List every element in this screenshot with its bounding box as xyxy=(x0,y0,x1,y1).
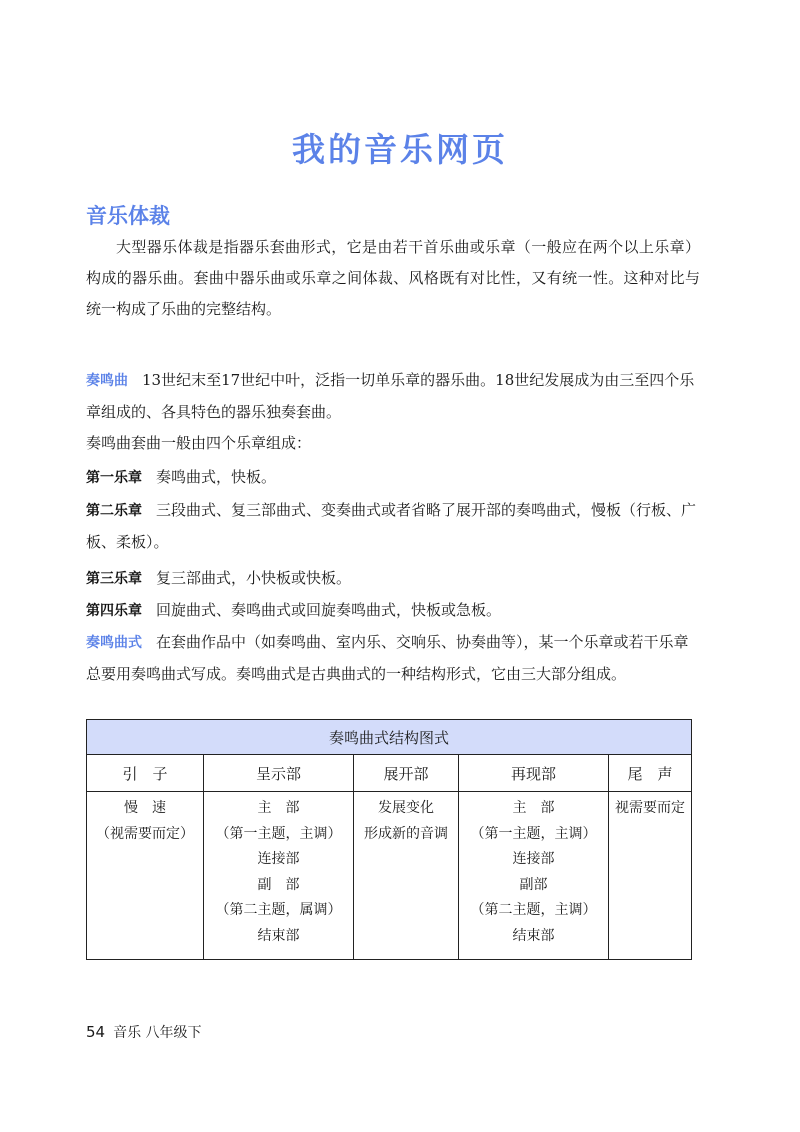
cell-recapitulation xyxy=(459,792,609,960)
movement-label: 第三乐章 xyxy=(86,571,142,587)
header-development: 展开部 xyxy=(354,755,459,792)
movement-text: 复三部曲式，小快板或快板。 xyxy=(156,569,352,587)
cell-line: 视需要而定 xyxy=(615,800,685,816)
sonata-form-term: 奏鸣曲式 xyxy=(86,635,142,651)
cell-line: 形成新的音调 xyxy=(364,825,448,842)
sonata-text: 13世纪末至17世纪中叶，泛指一切单乐章的器乐曲。18世纪发展成为由三至四个乐章组成的、各具特色的器乐独奏套曲。 xyxy=(86,371,695,421)
cell-line: 发展变化 xyxy=(378,800,434,816)
cell-introduction xyxy=(87,792,204,960)
header-introduction: 引 子 xyxy=(87,755,204,792)
cell-line: （第二主题，主调） xyxy=(470,902,597,918)
cell-development xyxy=(354,792,459,960)
cell-line: （第二主题，属调） xyxy=(215,902,342,918)
cell-line: 副部 xyxy=(519,876,548,893)
page-title: 我的音乐网页 xyxy=(292,130,508,169)
cell-line: 结束部 xyxy=(257,927,300,944)
intro-paragraph: 大型器乐体裁是指器乐套曲形式，它是由若干首乐曲或乐章（一般应在两个以上乐章）构成的器乐曲。套曲中器乐曲或乐章之间体裁、风格既有对比性，又有统一性。这种对比与统一构成了乐曲的完整结构。 xyxy=(86,238,700,318)
cell-line: （第一主题，主调） xyxy=(470,825,597,842)
cell-line: 副 部 xyxy=(257,876,300,893)
cell-line: （第一主题，主调） xyxy=(215,825,342,842)
cell-line: 连接部 xyxy=(257,851,300,867)
cell-line: 连接部 xyxy=(512,851,555,867)
cell-line: 结束部 xyxy=(512,927,555,944)
cell-line: （视需要而定） xyxy=(96,825,194,842)
cell-line: 主 部 xyxy=(512,800,555,816)
book-title: 音乐 八年级下 xyxy=(113,1025,202,1041)
sonata-term: 奏鸣曲 xyxy=(86,373,128,389)
page-footer xyxy=(86,1022,202,1042)
movement-text: 三段曲式、复三部曲式、变奏曲式或者省略了展开部的奏鸣曲式，慢板（行板、广板、柔板）。 xyxy=(86,501,697,551)
cell-line: 主 部 xyxy=(257,800,300,816)
cell-coda xyxy=(609,792,692,960)
movement-2 xyxy=(86,495,700,558)
header-coda: 尾 声 xyxy=(609,755,692,792)
movement-4 xyxy=(86,595,700,627)
movements-intro: 奏鸣曲套曲一般由四个乐章组成： xyxy=(86,434,312,452)
sonata-definition xyxy=(86,365,700,428)
page-number: 54 xyxy=(86,1023,106,1041)
sonata-form-text: 在套曲作品中（如奏鸣曲、室内乐、交响乐、协奏曲等），某一个乐章或若干乐章总要用奏鸣曲式写成。奏鸣曲式是古典曲式的一种结构形式，它由三大部分组成。 xyxy=(86,633,689,683)
header-recapitulation: 再现部 xyxy=(459,755,609,792)
cell-exposition xyxy=(204,792,354,960)
table-caption: 奏鸣曲式结构图式 xyxy=(87,720,692,755)
movement-label: 第一乐章 xyxy=(86,470,142,486)
sonata-form-structure-table xyxy=(86,719,692,960)
sonata-form-definition xyxy=(86,627,700,690)
movement-3 xyxy=(86,563,700,595)
section-heading: 音乐体裁 xyxy=(86,204,170,228)
movement-text: 回旋曲式、奏鸣曲式或回旋奏鸣曲式，快板或急板。 xyxy=(156,601,502,619)
movement-text: 奏鸣曲式，快板。 xyxy=(156,468,277,486)
movement-1 xyxy=(86,462,700,494)
header-exposition: 呈示部 xyxy=(204,755,354,792)
movement-label: 第二乐章 xyxy=(86,503,142,519)
movement-label: 第四乐章 xyxy=(86,603,142,619)
cell-line: 慢 速 xyxy=(124,800,166,816)
